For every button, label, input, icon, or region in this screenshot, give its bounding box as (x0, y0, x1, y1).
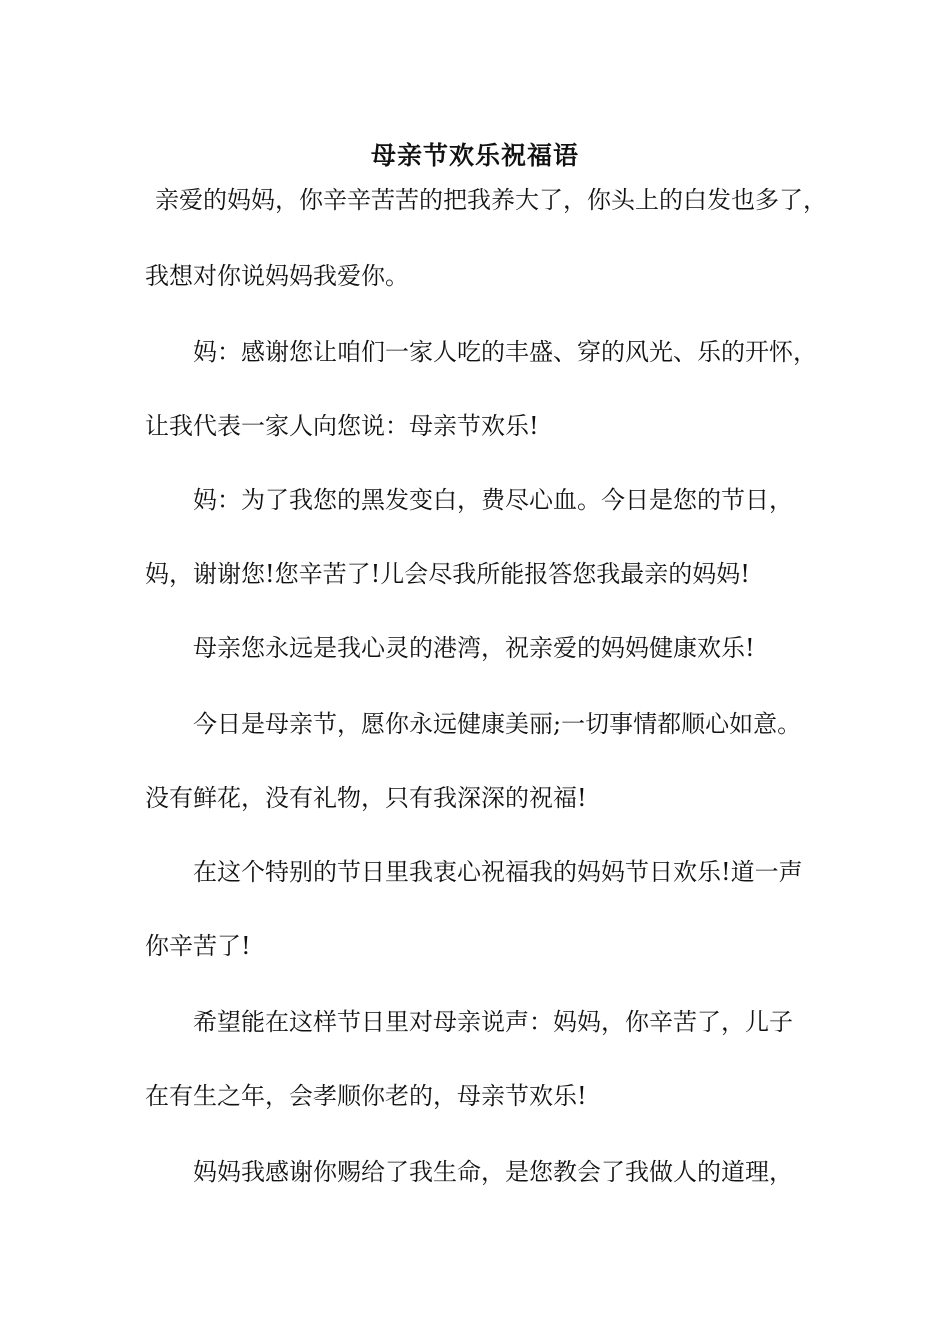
text-line-7: 母亲您永远是我心灵的港湾，祝亲爱的妈妈健康欢乐! (193, 634, 755, 662)
text-line-13: 在有生之年，会孝顺你老的，母亲节欢乐! (145, 1082, 587, 1110)
text-line-8: 今日是母亲节，愿你永远健康美丽;一切事情都顺心如意。 (193, 710, 802, 738)
text-line-3: 妈：感谢您让咱们一家人吃的丰盛、穿的风光、乐的开怀， (193, 338, 817, 366)
text-line-12: 希望能在这样节日里对母亲说声：妈妈，你辛苦了，儿子 (193, 1008, 793, 1036)
text-line-6: 妈，谢谢您!您辛苦了!儿会尽我所能报答您我最亲的妈妈! (145, 560, 750, 588)
text-line-10: 在这个特别的节日里我衷心祝福我的妈妈节日欢乐!道一声 (193, 858, 803, 886)
text-line-1: 亲爱的妈妈，你辛辛苦苦的把我养大了，你头上的白发也多了， (155, 186, 827, 214)
text-line-14: 妈妈我感谢你赐给了我生命，是您教会了我做人的道理， (193, 1158, 793, 1186)
document-title: 母亲节欢乐祝福语 (370, 141, 579, 170)
text-line-2: 我想对你说妈妈我爱你。 (145, 262, 409, 290)
text-line-5: 妈：为了我您的黑发变白，费尽心血。今日是您的节日， (193, 486, 793, 514)
text-line-9: 没有鲜花，没有礼物，只有我深深的祝福! (145, 784, 587, 812)
text-line-11: 你辛苦了! (145, 932, 251, 960)
text-line-4: 让我代表一家人向您说：母亲节欢乐! (145, 412, 539, 440)
